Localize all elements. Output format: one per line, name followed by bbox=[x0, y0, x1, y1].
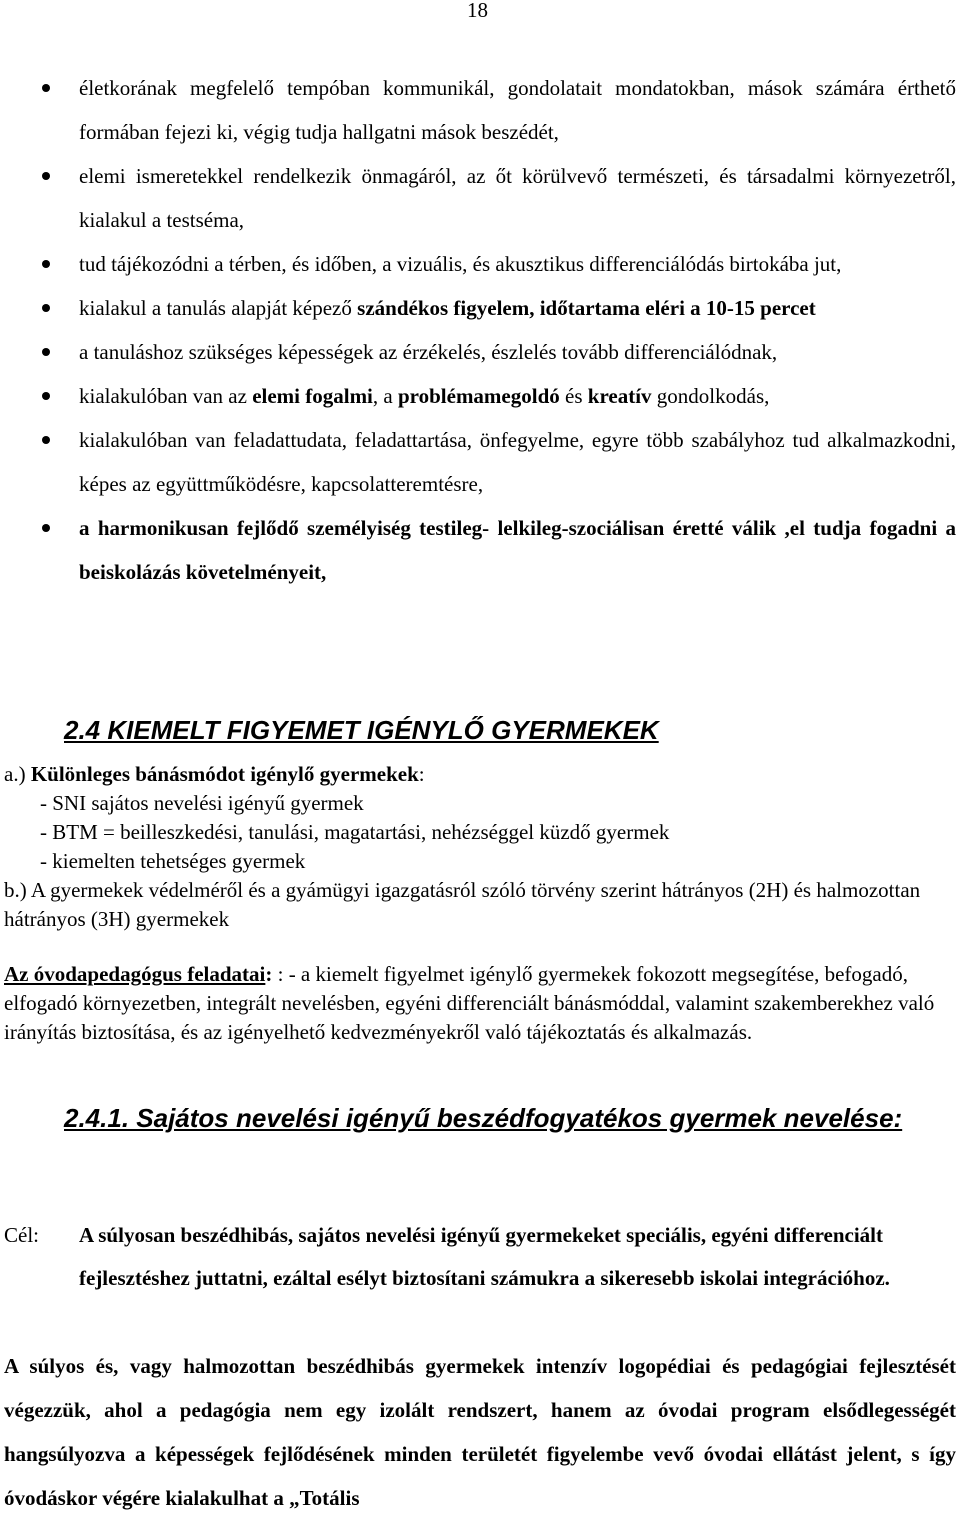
development-bullet-list bbox=[0, 66, 960, 594]
bullet-item-thinking bbox=[0, 374, 960, 418]
bullet-text: és bbox=[559, 384, 588, 408]
bullet-item-school-readiness: a harmonikusan fejlődő személyiség testileg- lelkileg-szociálisan éretté válik ,el tudja fogadni a beiskolázás követelményeit, bbox=[0, 506, 960, 594]
section-title: 2.4.1. Sajátos nevelési igényű beszédfogyatékos gyermek nevelése: bbox=[64, 1103, 903, 1133]
bullet-item-knowledge: elemi ismeretekkel rendelkezik önmagáról, az őt körülvevő természeti, és társadalmi környezetről, kialakul a testséma, bbox=[0, 154, 960, 242]
goal-text: A súlyosan beszédhibás, sajátos nevelési igényű gyermekeket speciális, egyéni differenciált fejlesztéshez juttatni, ezáltal esélyt biztosítani számukra a sikeresebb iskolai integrációhoz. bbox=[79, 1223, 890, 1290]
bullet-emphasis: elemi fogalmi bbox=[252, 384, 373, 408]
bullet-item-communication: életkorának megfelelő tempóban kommunikál, gondolatait mondatokban, mások számára érthető formában fejezi ki, végig tudja hallgatni mások beszédét, bbox=[0, 66, 960, 154]
section-title: 2.4 KIEMELT FIGYEMET IGÉNYLŐ GYERMEKEK bbox=[64, 715, 659, 745]
disadvantaged-paragraph: b.) A gyermekek védelméről és a gyámügyi igazgatásról szóló törvény szerint hátrányos (2H) és halmozottan hátrányos (3H) gyermekek bbox=[4, 878, 921, 931]
bullet-item-attention bbox=[0, 286, 960, 330]
speech-therapy-paragraph: A súlyos és, vagy halmozottan beszédhibás gyermekek intenzív logopédiai és pedagógiai fejlesztését végezzük, ahol a pedagógia nem egy izolált rendszert, hanem az óvodai program elsődlegességét hangsúlyozva a képességek fejlődésének minden területét figyelembe vevő óvodai ellátást jelent, s így óvodáskor végére kialakulhat a „Totális bbox=[4, 1354, 956, 1510]
teacher-tasks-paragraph bbox=[4, 960, 956, 1047]
list-prefix: a.) bbox=[4, 762, 31, 786]
bullet-text: gondolkodás, bbox=[651, 384, 770, 408]
colon: : bbox=[265, 962, 273, 986]
colon: : bbox=[418, 762, 425, 786]
teacher-tasks-label-text: Az óvodapedagógus feladatai bbox=[4, 962, 266, 986]
list-item-btm: - BTM = beilleszkedési, tanulási, magatartási, nehézséggel küzdő gyermek bbox=[40, 820, 670, 844]
special-needs-title: Különleges bánásmódot igénylő gyermekek bbox=[30, 762, 419, 786]
bullet-emphasis: szándékos figyelem, időtartama eléri a 10-15 percet bbox=[357, 296, 816, 320]
list-item-talented: - kiemelten tehetséges gyermek bbox=[40, 849, 306, 873]
goal-paragraph bbox=[4, 1214, 956, 1300]
page-number: 18 bbox=[467, 0, 488, 22]
bullet-text: kialakul a tanulás alapját képező bbox=[79, 296, 358, 320]
bullet-item-perception: a tanuláshoz szükséges képességek az érzékelés, észlelés tovább differenciálódnak, bbox=[0, 330, 960, 374]
bullet-item-orientation: tud tájékozódni a térben, és időben, a vizuális, és akusztikus differenciálódás birtokába jut, bbox=[0, 242, 960, 286]
list-item-sni: - SNI sajátos nevelési igényű gyermek bbox=[40, 791, 364, 815]
bullet-item-task-awareness: kialakulóban van feladattudata, feladattartása, önfegyelme, egyre több szabályhoz tud alkalmazkodni, képes az együttműködésre, kapcsolatteremtésre, bbox=[0, 418, 960, 506]
special-needs-heading bbox=[4, 760, 956, 789]
bullet-emphasis: kreatív bbox=[587, 384, 652, 408]
section-heading-2-4 bbox=[64, 715, 659, 746]
teacher-tasks-label bbox=[4, 962, 272, 986]
bullet-text: , a bbox=[372, 384, 398, 408]
section-heading-2-4-1 bbox=[64, 1100, 902, 1136]
teacher-tasks-text: : - a kiemelt figyelmet igénylő gyermekek fokozott megsegítése, befogadó, elfogadó környezetben, integrált nevelésben, egyéni differenciált bánásmóddal, valamint szakemberekhez való irányítás biztosítása, és az igényelhető kedvezményekről való tájékoztatás és alkalmazás. bbox=[4, 962, 935, 1044]
bullet-emphasis: problémamegoldó bbox=[397, 384, 560, 408]
special-needs-block bbox=[4, 760, 956, 934]
bullet-text: kialakulóban van az bbox=[79, 384, 253, 408]
goal-label: Cél: bbox=[4, 1223, 39, 1247]
